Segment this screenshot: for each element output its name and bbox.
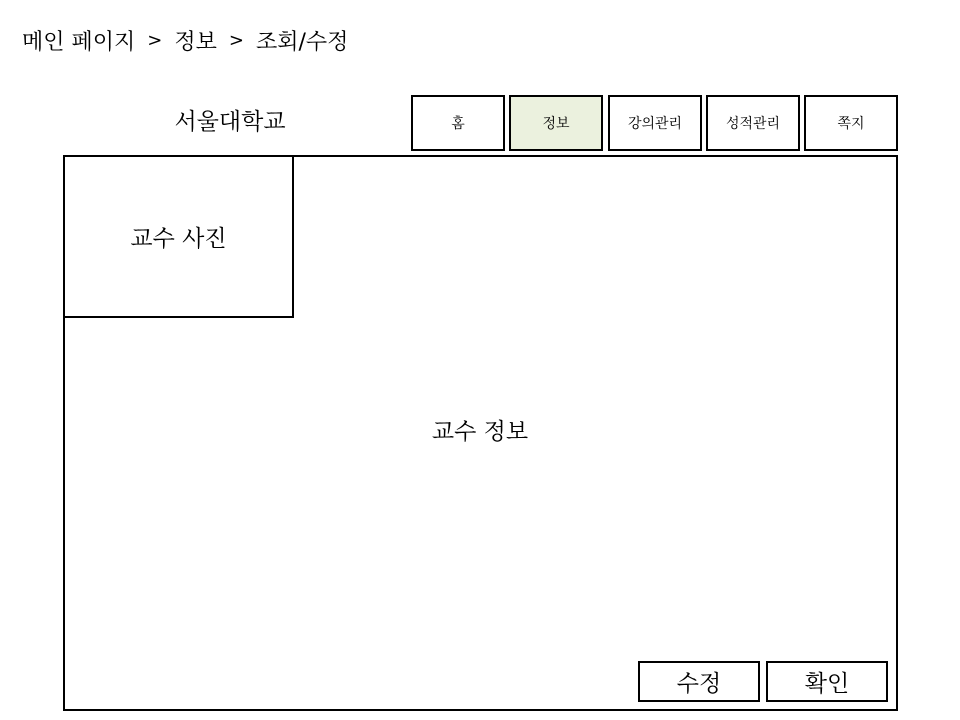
professor-photo [63, 155, 294, 318]
breadcrumb-separator: > [228, 29, 244, 51]
breadcrumb-separator: > [147, 29, 163, 51]
edit-button[interactable]: 수정 [638, 661, 760, 702]
tab-grade-management[interactable]: 성적관리 [706, 95, 800, 151]
breadcrumb-view-edit: 조회/수정 [255, 29, 349, 55]
professor-photo-label: 교수 사진 [130, 226, 227, 252]
breadcrumb [22, 22, 348, 58]
confirm-button[interactable]: 확인 [766, 661, 888, 702]
breadcrumb-main-page[interactable]: 메인 페이지 [22, 29, 136, 55]
site-title: 서울대학교 [174, 109, 286, 135]
tab-messages[interactable]: 쪽지 [804, 95, 898, 151]
tab-course-management[interactable]: 강의관리 [608, 95, 702, 151]
tab-info[interactable]: 정보 [509, 95, 603, 151]
tab-home[interactable]: 홈 [411, 95, 505, 151]
breadcrumb-info[interactable]: 정보 [174, 29, 217, 55]
professor-info: 교수 정보 [431, 419, 529, 445]
